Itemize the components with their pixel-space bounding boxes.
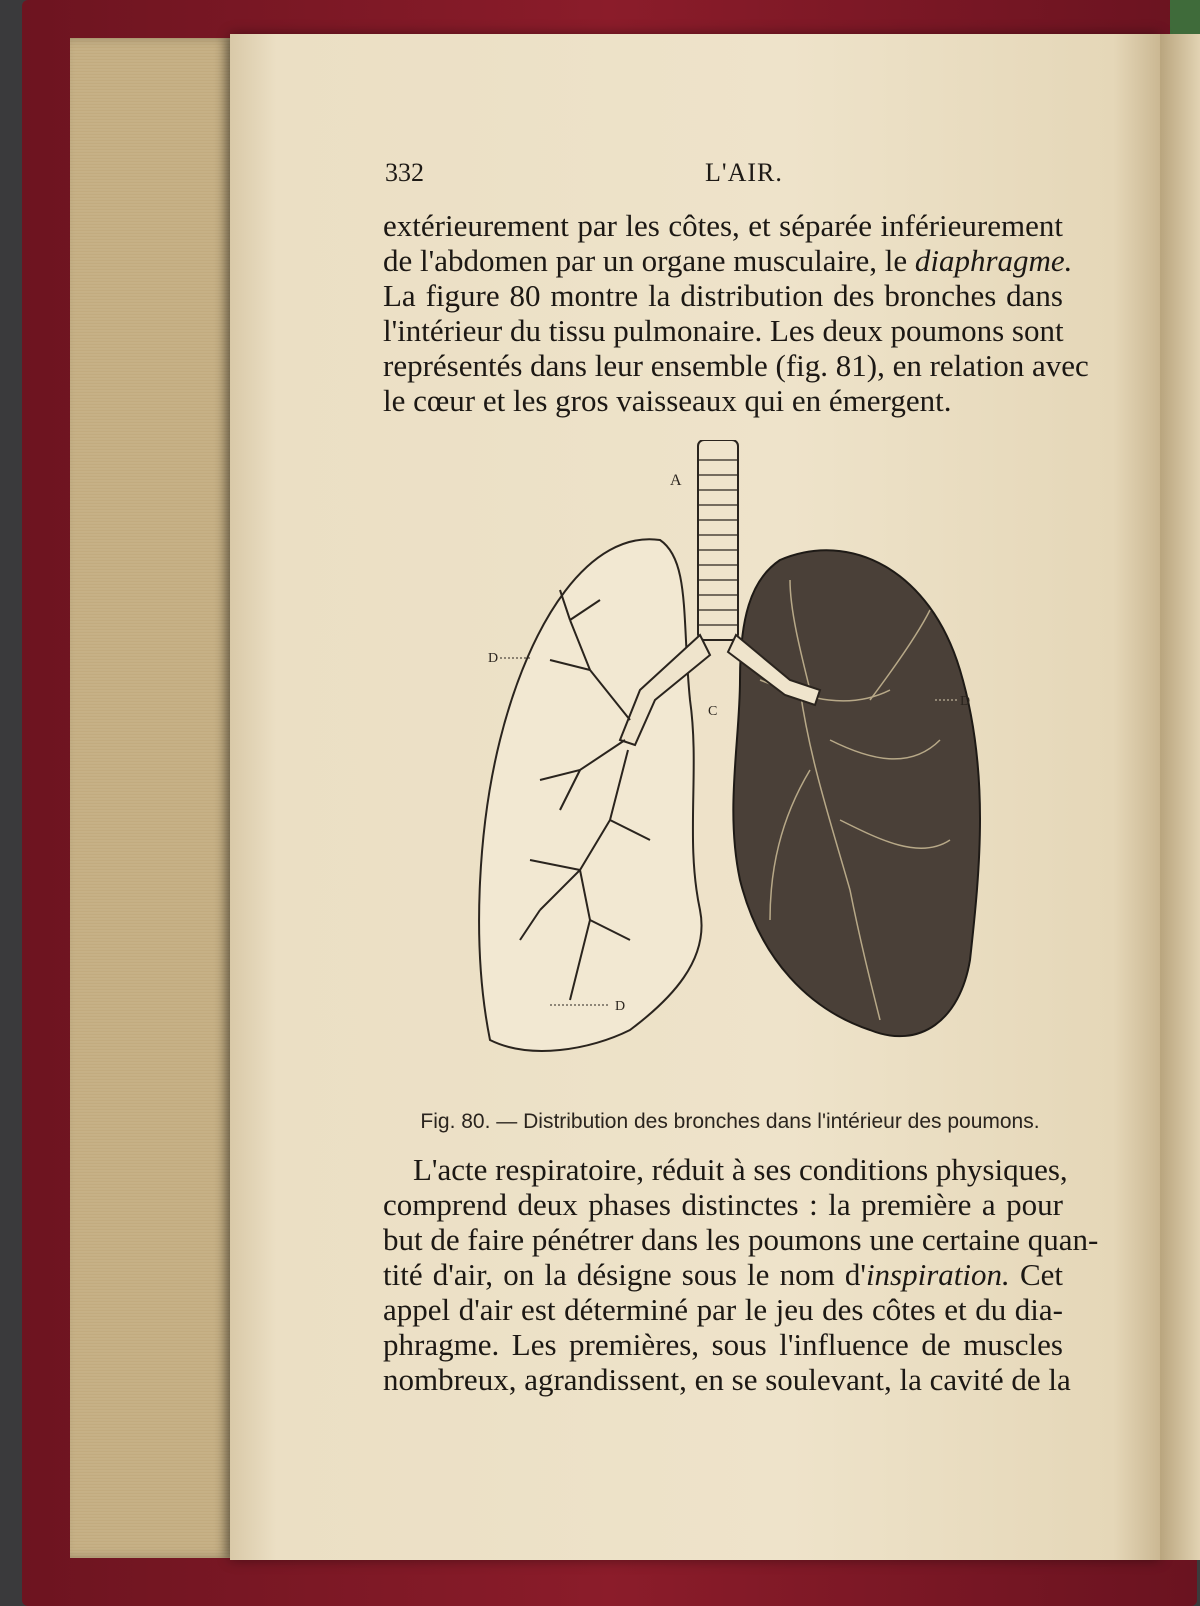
p1-line-4: l'intérieur du tissu pulmonaire. Les deux poumons sont [383,313,1064,348]
trachea [698,440,738,640]
label-c: C [708,704,718,719]
label-d-left: D [488,651,499,666]
label-a: A [670,472,682,489]
paragraph-2 [383,1152,1099,1397]
p2-line-4-b: Cet [1009,1257,1063,1292]
next-page-edge [1160,34,1200,1560]
p1-line-3: La figure 80 montre la distribution des bronches dans [383,278,1063,313]
p2-line-3: but de faire pénétrer dans les poumons une certaine quan- [383,1222,1099,1257]
right-lung [733,550,980,1036]
p2-line-4-a: tité d'air, on la désigne sous le nom d' [383,1257,866,1292]
p1-line-5: représentés dans leur ensemble (fig. 81), en relation avec [383,348,1089,383]
p1-line-6: le cœur et les gros vaisseaux qui en émergent. [383,383,952,418]
p1-line-1: extérieurement par les côtes, et séparée inférieurement [383,208,1063,243]
p2-line-4 [383,1257,1063,1292]
running-header [385,158,1065,190]
figure-caption: Fig. 80. — Distribution des bronches dans l'intérieur des poumons. [420,1110,1040,1133]
italic-inspiration: inspiration. [865,1257,1010,1292]
p1-line-2 [383,243,1073,278]
p2-line-2: comprend deux phases distinctes : la première a pour [383,1187,1063,1222]
p1-line-2-text: de l'abdomen par un organe musculaire, le [383,243,908,278]
label-d-right: D [960,694,971,709]
p2-line-7: nombreux, agrandissent, en se soulevant, la cavité de la [383,1362,1071,1397]
lung-illustration [470,440,1010,1070]
page-edges [70,38,230,1558]
italic-diaphragme: diaphragme. [914,243,1073,278]
lung-drawing [470,440,1010,1070]
page-number: 332 [385,158,424,187]
p2-line-6: phragme. Les premières, sous l'influence de muscles [383,1327,1063,1362]
label-d-bottom: D [615,999,626,1014]
running-head-title: L'AIR. [705,158,783,187]
paragraph-1 [383,208,1089,418]
p2-line-5: appel d'air est déterminé par le jeu des côtes et du dia- [383,1292,1063,1327]
left-lung-outline [479,539,701,1051]
p2-line-1: L'acte respiratoire, réduit à ses conditions physiques, [413,1152,1068,1187]
